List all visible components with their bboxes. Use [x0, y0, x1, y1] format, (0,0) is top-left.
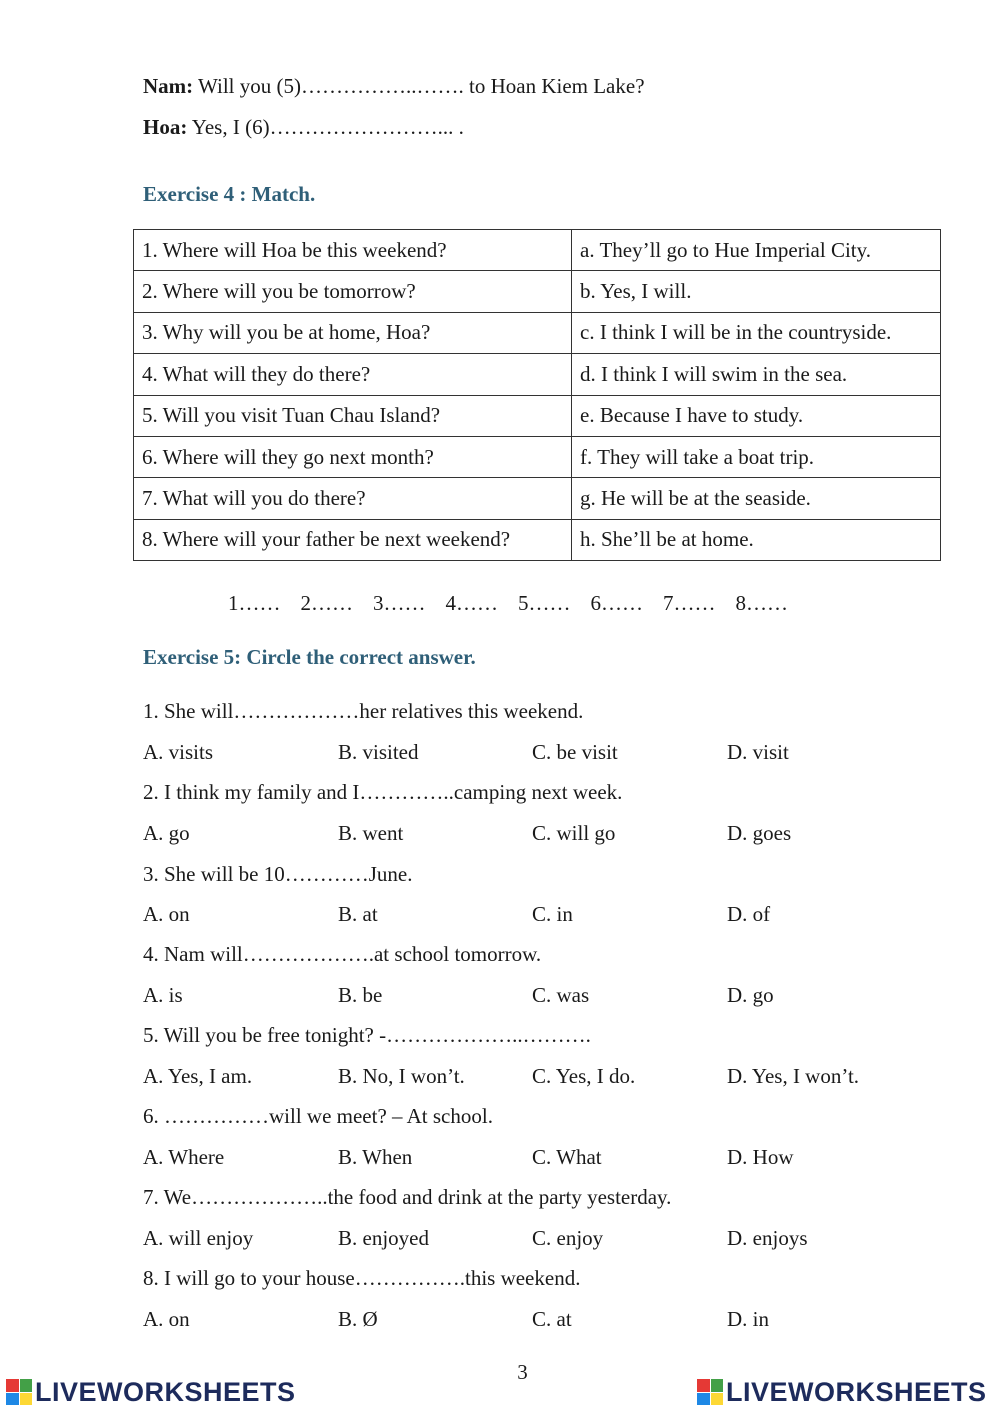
match-question: 4. What will they do there?	[134, 354, 572, 395]
option-a[interactable]: A. go	[143, 821, 190, 845]
option-b[interactable]: B. visited	[338, 740, 419, 764]
option-c[interactable]: C. was	[532, 983, 590, 1007]
match-answer: h. She’ll be at home.	[572, 519, 941, 560]
exercise-4-title: Exercise 4 : Match.	[143, 182, 316, 206]
match-answer: e. Because I have to study.	[572, 395, 941, 436]
answer-blank-8[interactable]: 8……	[735, 591, 788, 615]
exercise-5-title: Exercise 5: Circle the correct answer.	[143, 645, 476, 669]
dialogue-line-5	[143, 72, 645, 100]
match-table	[133, 229, 941, 561]
speaker-label: Nam:	[143, 74, 194, 98]
liveworksheets-logo-left[interactable]	[6, 1376, 296, 1408]
match-question: 8. Where will your father be next weekend?	[134, 519, 572, 560]
match-question: 1. Where will Hoa be this weekend?	[134, 230, 572, 271]
table-row	[134, 271, 941, 312]
option-d[interactable]: D. of	[727, 902, 771, 926]
option-b[interactable]: B. at	[338, 902, 378, 926]
option-c[interactable]: C. What	[532, 1145, 602, 1169]
option-d[interactable]: D. Yes, I won’t.	[727, 1064, 860, 1088]
option-d[interactable]: D. visit	[727, 740, 789, 764]
option-c[interactable]: C. at	[532, 1307, 572, 1331]
answer-blank-2[interactable]: 2……	[300, 591, 353, 615]
option-d[interactable]: D. in	[727, 1307, 769, 1331]
liveworksheets-logo-icon	[697, 1379, 723, 1405]
table-row	[134, 354, 941, 395]
answer-blank-5[interactable]: 5……	[518, 591, 571, 615]
page-number: 3	[517, 1360, 528, 1384]
question-7: 7. We………………..the food and drink at the party yesterday.	[143, 1185, 672, 1209]
option-b[interactable]: B. No, I won’t.	[338, 1064, 465, 1088]
liveworksheets-logo-right[interactable]	[697, 1376, 987, 1408]
dialogue-text: Yes, I (6)……………………... .	[187, 115, 464, 139]
match-question: 7. What will you do there?	[134, 478, 572, 519]
option-a[interactable]: A. will enjoy	[143, 1226, 254, 1250]
option-c[interactable]: C. Yes, I do.	[532, 1064, 636, 1088]
match-question: 5. Will you visit Tuan Chau Island?	[134, 395, 572, 436]
question-3: 3. She will be 10…………June.	[143, 862, 413, 886]
table-row	[134, 519, 941, 560]
question-5: 5. Will you be free tonight? -………………..……….	[143, 1023, 591, 1047]
option-b[interactable]: B. be	[338, 983, 383, 1007]
option-a[interactable]: A. visits	[143, 740, 214, 764]
question-4: 4. Nam will……………….at school tomorrow.	[143, 942, 542, 966]
match-answer: f. They will take a boat trip.	[572, 436, 941, 477]
match-question: 2. Where will you be tomorrow?	[134, 271, 572, 312]
option-b[interactable]: B. When	[338, 1145, 413, 1169]
option-b[interactable]: B. went	[338, 821, 404, 845]
option-b[interactable]: B. Ø	[338, 1307, 378, 1331]
speaker-label: Hoa:	[143, 115, 188, 139]
option-d[interactable]: D. goes	[727, 821, 792, 845]
option-b[interactable]: B. enjoyed	[338, 1226, 429, 1250]
option-a[interactable]: A. Yes, I am.	[143, 1064, 253, 1088]
answer-blank-7[interactable]: 7……	[663, 591, 716, 615]
option-d[interactable]: D. go	[727, 983, 774, 1007]
match-answer: b. Yes, I will.	[572, 271, 941, 312]
table-row	[134, 478, 941, 519]
match-question: 3. Why will you be at home, Hoa?	[134, 312, 572, 353]
answer-blank-3[interactable]: 3……	[373, 591, 426, 615]
option-d[interactable]: D. How	[727, 1145, 794, 1169]
table-row	[134, 230, 941, 271]
option-c[interactable]: C. will go	[532, 821, 616, 845]
option-c[interactable]: C. in	[532, 902, 573, 926]
match-answer-blanks	[228, 589, 808, 617]
question-6: 6. ……………will we meet? – At school.	[143, 1104, 493, 1128]
option-a[interactable]: A. on	[143, 1307, 190, 1331]
answer-blank-4[interactable]: 4……	[445, 591, 498, 615]
dialogue-text: Will you (5)……………..……. to Hoan Kiem Lake?	[193, 74, 645, 98]
match-answer: c. I think I will be in the countryside.	[572, 312, 941, 353]
match-answer: a. They’ll go to Hue Imperial City.	[572, 230, 941, 271]
option-d[interactable]: D. enjoys	[727, 1226, 808, 1250]
table-row	[134, 312, 941, 353]
answer-blank-6[interactable]: 6……	[590, 591, 643, 615]
option-a[interactable]: A. is	[143, 983, 183, 1007]
question-8: 8. I will go to your house…………….this weekend.	[143, 1266, 581, 1290]
answer-blank-1[interactable]: 1……	[228, 591, 281, 615]
table-row	[134, 436, 941, 477]
brand-text: LIVEWORKSHEETS	[726, 1376, 987, 1407]
option-c[interactable]: C. enjoy	[532, 1226, 604, 1250]
match-question: 6. Where will they go next month?	[134, 436, 572, 477]
question-2: 2. I think my family and I…………..camping next week.	[143, 780, 623, 804]
option-a[interactable]: A. Where	[143, 1145, 225, 1169]
liveworksheets-logo-icon	[6, 1379, 32, 1405]
dialogue-line-6	[143, 113, 464, 141]
brand-text: LIVEWORKSHEETS	[35, 1376, 296, 1407]
match-answer: d. I think I will swim in the sea.	[572, 354, 941, 395]
match-answer: g. He will be at the seaside.	[572, 478, 941, 519]
question-1: 1. She will………………her relatives this weekend.	[143, 699, 584, 723]
option-c[interactable]: C. be visit	[532, 740, 618, 764]
table-row	[134, 395, 941, 436]
option-a[interactable]: A. on	[143, 902, 190, 926]
